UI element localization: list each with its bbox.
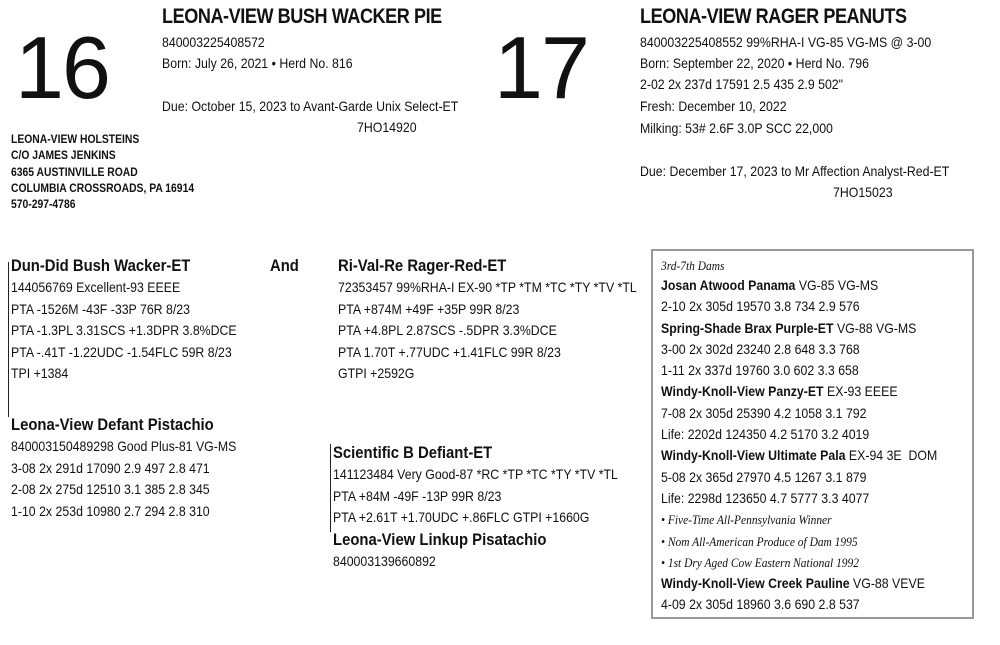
pedigree-line: PTA 1.70T +.77UDC +1.41FLC 99R 8/23 — [338, 343, 561, 360]
consignor-line: LEONA-VIEW HOLSTEINS — [11, 134, 140, 146]
pedigree-line: 840003150489298 Good Plus-81 VG-MS — [11, 438, 237, 454]
lot-16-dam-name: Leona-View Defant Pistachio — [11, 416, 214, 434]
dam-name-line — [661, 445, 937, 466]
dam-classification: VG-88 VEVE — [849, 575, 925, 592]
dam-classification: EX-93 EEEE — [823, 383, 898, 400]
mgs-bracket-line — [330, 444, 331, 532]
dam-record-line: 3-00 2x 302d 23240 2.8 648 3.3 768 — [661, 340, 860, 357]
dam-record-line: 1-11 2x 337d 19760 3.0 602 3.3 658 — [661, 362, 859, 379]
lot-17-born: Born: September 22, 2020 • Herd No. 796 — [640, 55, 869, 71]
dam-record-line: 7-08 2x 305d 25390 4.2 1058 3.1 792 — [661, 404, 867, 421]
lot-17-record: 2-02 2x 237d 17591 2.5 435 2.9 502" — [640, 76, 844, 92]
pedigree-line: 2-08 2x 275d 12510 3.1 385 2.8 345 — [11, 481, 210, 498]
dam-classification: VG-85 VG-MS — [795, 277, 879, 293]
lot-17-number: 17 — [494, 18, 588, 117]
lot-17-id: 840003225408552 99%RHA-I VG-85 VG-MS @ 3-00 — [640, 34, 932, 50]
pedigree-line: PTA -1.3PL 3.31SCS +1.3DPR 3.8%DCE — [11, 322, 237, 339]
lot-16-due-code: 7HO14920 — [357, 119, 417, 135]
consignor-line: C/O JAMES JENKINS — [11, 150, 116, 163]
lot-16-sire-block — [11, 255, 267, 385]
lot-16-mgs-name: Scientific B Defiant-ET — [333, 444, 493, 462]
lot-16-sire-name: Dun-Did Bush Wacker-ET — [11, 257, 191, 275]
pedigree-line: 141123484 Very Good-87 *RC *TP *TC *TY *TV *TL — [333, 466, 618, 482]
dam-name-line — [661, 318, 937, 339]
pedigree-line: PTA +84M -49F -13P 99R 8/23 — [333, 487, 502, 504]
lot-17-milking: Milking: 53# 2.6F 3.0P SCC 22,000 — [640, 120, 833, 136]
consignor-line: 6365 AUSTINVILLE ROAD — [11, 166, 138, 179]
dam-name: Josan Atwood Panama — [661, 277, 796, 293]
pedigree-line: GTPI +2592G — [338, 365, 415, 382]
dams-box-heading: 3rd-7th Dams — [661, 258, 725, 273]
dam-record-line: 5-08 2x 365d 27970 4.5 1267 3.1 879 — [661, 468, 867, 485]
pedigree-line: 1-10 2x 253d 10980 2.7 294 2.8 310 — [11, 502, 210, 519]
lot-16-due: Due: October 15, 2023 to Avant-Garde Unix Select-ET — [162, 98, 459, 114]
lot-16-mgs-block — [333, 442, 657, 572]
dam-honor-line: • 1st Dry Aged Cow Eastern National 1992 — [661, 554, 859, 570]
lot-16-granddam-name: Leona-View Linkup Pisatachio — [333, 530, 547, 549]
dam-name-line — [661, 275, 937, 296]
lot-17-fresh: Fresh: December 10, 2022 — [640, 98, 787, 114]
and-label: And — [270, 257, 299, 275]
dam-name-line — [661, 381, 937, 402]
dams-box — [651, 249, 974, 619]
dam-name: Windy-Knoll-View Creek Pauline — [661, 575, 850, 592]
dam-honor-line: • Five-Time All-Pennsylvania Winner — [661, 512, 832, 528]
pedigree-bracket-line — [8, 262, 9, 417]
dam-name: Spring-Shade Brax Purple-ET — [661, 319, 834, 336]
consignor-line: COLUMBIA CROSSROADS, PA 16914 — [11, 182, 195, 195]
pedigree-line: 3-08 2x 291d 17090 2.9 497 2.8 471 — [11, 459, 210, 476]
pedigree-line: PTA +4.8PL 2.87SCS -.5DPR 3.3%DCE — [338, 322, 557, 339]
lot-17-due-code: 7HO15023 — [833, 184, 893, 200]
lot-16-number: 16 — [15, 18, 109, 117]
dam-honor-line: • Nom All-American Produce of Dam 1995 — [661, 533, 858, 549]
dam-record-line: Life: 2202d 124350 4.2 5170 3.2 4019 — [661, 426, 870, 443]
lot-16-dam-block — [11, 414, 267, 522]
pedigree-line: PTA -.41T -1.22UDC -1.54FLC 59R 8/23 — [11, 343, 232, 360]
dam-name: Windy-Knoll-View Panzy-ET — [661, 383, 824, 400]
dam-record-line: Life: 2298d 123650 4.7 5777 3.3 4077 — [661, 489, 870, 506]
consignor-line: 570-297-4786 — [11, 199, 76, 212]
dam-classification: EX-94 3E DOM — [845, 447, 938, 464]
dam-record-line: 4-09 2x 305d 18960 3.6 690 2.8 537 — [661, 596, 860, 613]
pedigree-line: PTA -1526M -43F -33P 76R 8/23 — [11, 300, 190, 317]
lot-16-title: LEONA-VIEW BUSH WACKER PIE — [162, 5, 442, 28]
lot-17-title: LEONA-VIEW RAGER PEANUTS — [640, 5, 907, 28]
consignor-block — [11, 132, 214, 213]
dam-name: Windy-Knoll-View Ultimate Pala — [661, 447, 846, 464]
lot-17-sire-block — [338, 255, 678, 385]
dam-record-line: 2-10 2x 305d 19570 3.8 734 2.9 576 — [661, 298, 860, 315]
pedigree-line: 72353457 99%RHA-I EX-90 *TP *TM *TC *TY *TV *TL — [338, 279, 637, 295]
pedigree-line: PTA +2.61T +1.70UDC +.86FLC GTPI +1660G — [333, 509, 590, 526]
lot-16-born: Born: July 26, 2021 • Herd No. 816 — [162, 55, 353, 71]
pedigree-line: 144056769 Excellent-93 EEEE — [11, 279, 181, 295]
dams-box-content — [661, 257, 975, 616]
dam-classification: VG-88 VG-MS — [833, 319, 917, 336]
dam-name-line — [661, 573, 937, 594]
pedigree-line: TPI +1384 — [11, 365, 69, 382]
lot-16-id: 840003225408572 — [162, 34, 265, 50]
lot-17-sire-name: Ri-Val-Re Rager-Red-ET — [338, 257, 507, 275]
pedigree-line: PTA +874M +49F +35P 99R 8/23 — [338, 300, 520, 317]
lot-17-due: Due: December 17, 2023 to Mr Affection Analyst-Red-ET — [640, 163, 950, 179]
lot-16-granddam-id: 840003139660892 — [333, 552, 436, 569]
